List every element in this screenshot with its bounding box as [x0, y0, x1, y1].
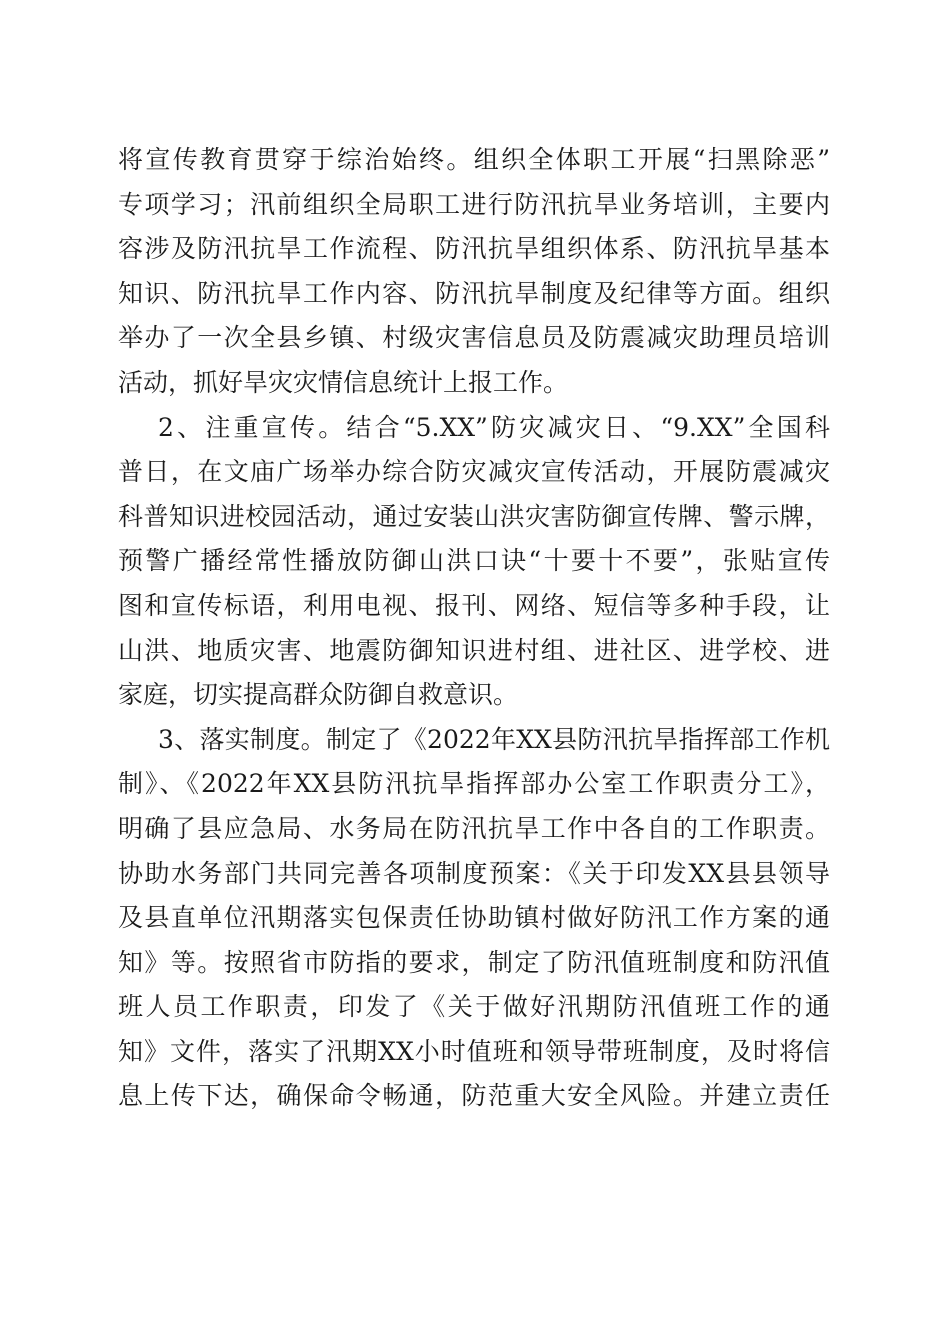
text-line: 举办了一次全县乡镇、村级灾害信息员及防震减灾助理员培训: [118, 323, 830, 353]
paragraph-heading-line: 2、注重宣传。结合“5.XX”防灾减灾日、“9.XX”全国科: [158, 412, 830, 442]
text-line: 图和宣传标语，利用电视、报刊、网络、短信等多种手段，让: [118, 590, 830, 620]
text-line: 制》、《2022年XX县防汛抗旱指挥部办公室工作职责分工》，: [118, 769, 830, 799]
text-line: 知识、防汛抗旱工作内容、防汛抗旱制度及纪律等方面。组织: [118, 278, 830, 308]
paragraph-heading-line: 3、落实制度。制定了《2022年XX县防汛抗旱指挥部工作机: [158, 724, 830, 754]
text-line: 息上传下达，确保命令畅通，防范重大安全风险。并建立责任: [118, 1081, 830, 1111]
text-line: 知》等。按照省市防指的要求，制定了防汛值班制度和防汛值: [118, 947, 830, 977]
text-line: 班人员工作职责，印发了《关于做好汛期防汛值班工作的通: [118, 992, 830, 1022]
text-line: 将宣传教育贯穿于综治始终。组织全体职工开展“扫黑除恶”: [118, 145, 830, 174]
text-line: 活动，抓好旱灾灾情信息统计上报工作。: [118, 367, 569, 397]
text-line: 容涉及防汛抗旱工作流程、防汛抗旱组织体系、防汛抗旱基本: [118, 234, 830, 264]
text-line: 知》文件，落实了汛期XX小时值班和领导带班制度，及时将信: [118, 1036, 830, 1066]
text-line: 科普知识进校园活动，通过安装山洪灾害防御宣传牌、警示牌，: [118, 501, 830, 531]
document-body: [118, 138, 830, 1119]
text-line: 专项学习；汛前组织全局职工进行防汛抗旱业务培训，主要内: [118, 189, 830, 219]
text-line: 家庭，切实提高群众防御自救意识。: [118, 680, 519, 710]
text-line: 山洪、地质灾害、地震防御知识进村组、进社区、进学校、进: [118, 635, 830, 665]
text-line: 普日，在文庙广场举办综合防灾减灾宣传活动，开展防震减灾: [118, 457, 830, 487]
text-line: 明确了县应急局、水务局在防汛抗旱工作中各自的工作职责。: [118, 813, 830, 843]
text-line: 协助水务部门共同完善各项制度预案：《关于印发XX县县领导: [118, 858, 830, 888]
text-line: 预警广播经常性播放防御山洪口诀“十要十不要”，张贴宣传: [118, 546, 830, 576]
text-line: 及县直单位汛期落实包保责任协助镇村做好防汛工作方案的通: [118, 903, 830, 933]
